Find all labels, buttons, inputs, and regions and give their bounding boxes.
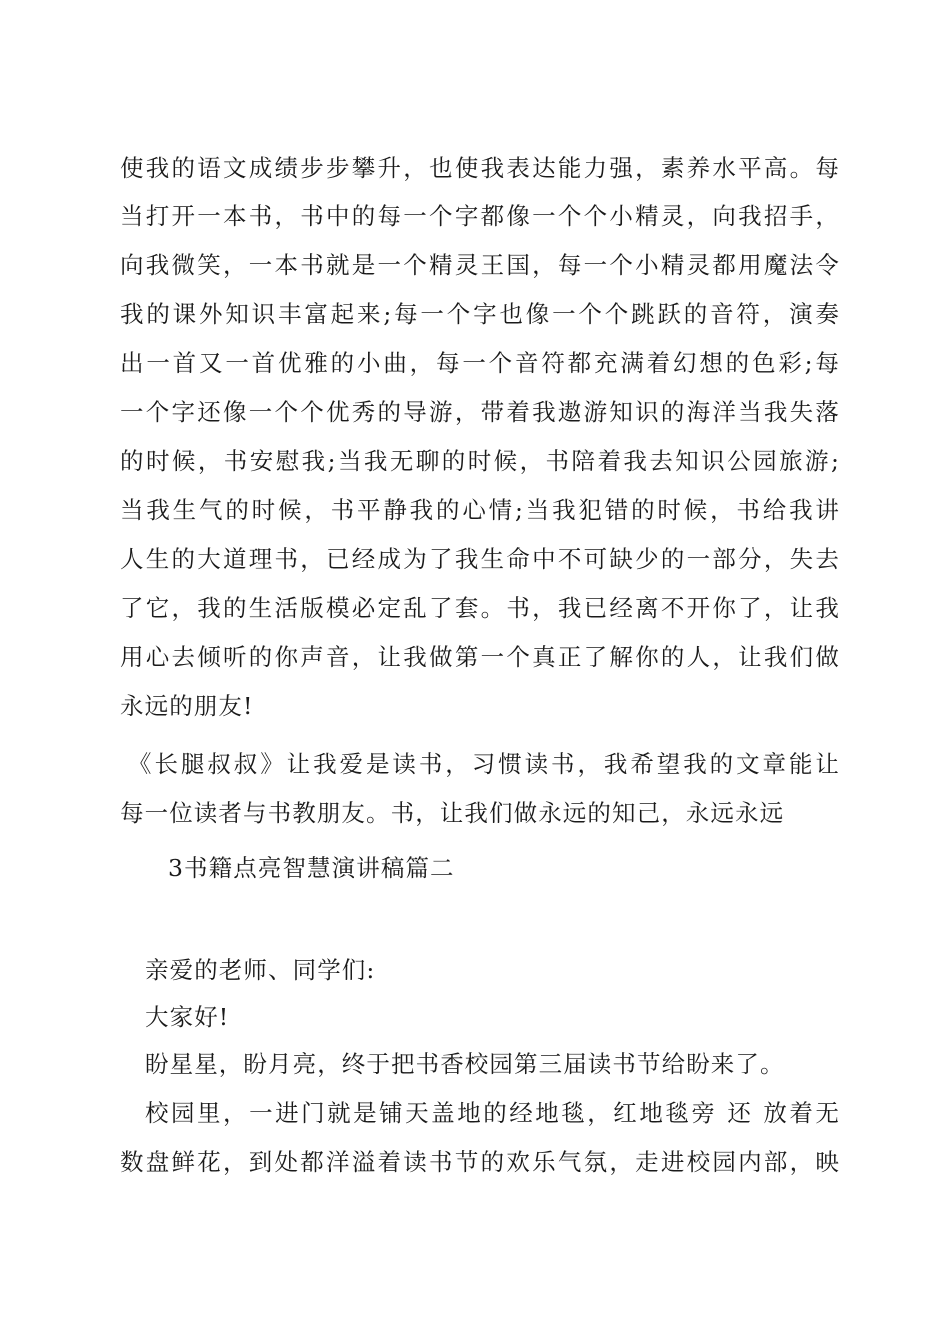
text-line: 一个字还像一个个优秀的导游，带着我遨游知识的海洋当我失落 [120,398,840,426]
text-line: 了它，我的生活版模必定乱了套。书，我已经离不开你了，让我 [120,594,840,622]
text-line: 当打开一本书，书中的每一个字都像一个个小精灵，向我招手， [120,202,840,230]
hello: 大家好! [145,1003,230,1031]
text-line: 用心去倾听的你声音，让我做第一个真正了解你的人，让我们做 [120,643,840,671]
text-line: 我的课外知识丰富起来;每一个字也像一个个跳跃的音符，演奏 [120,300,840,328]
greeting: 亲爱的老师、同学们: [145,956,376,984]
text-line: 人生的大道理书，已经成为了我生命中不可缺少的一部分，失去 [120,545,840,573]
text-line: 出一首又一首优雅的小曲，每一个音符都充满着幻想的色彩;每 [120,349,840,377]
section-title: 3书籍点亮智慧演讲稿篇二 [168,854,455,882]
text-line: 永远的朋友! [120,692,254,720]
text-line: 当我生气的时候，书平静我的心情;当我犯错的时候，书给我讲 [120,496,840,524]
paragraph-line: 数盘鲜花，到处都洋溢着读书节的欢乐气氛，走进校园内部，映 [120,1148,840,1176]
text-line: 向我微笑，一本书就是一个精灵王国，每一个小精灵都用魔法令 [120,251,840,279]
text-line: 每一位读者与书教朋友。书，让我们做永远的知己，永远永远 [120,799,785,827]
paragraph-line: 校园里，一进门就是铺天盖地的经地毯，红地毯旁 还 放着无 [145,1099,840,1127]
text-line: 《长腿叔叔》让我爱是读书，习惯读书，我希望我的文章能让 [128,750,840,778]
text-line: 使我的语文成绩步步攀升，也使我表达能力强，素养水平高。每 [120,154,840,182]
paragraph-line: 盼星星，盼月亮，终于把书香校园第三届读书节给盼来了。 [145,1050,785,1078]
text-line: 的时候，书安慰我;当我无聊的时候，书陪着我去知识公园旅游; [120,447,840,475]
